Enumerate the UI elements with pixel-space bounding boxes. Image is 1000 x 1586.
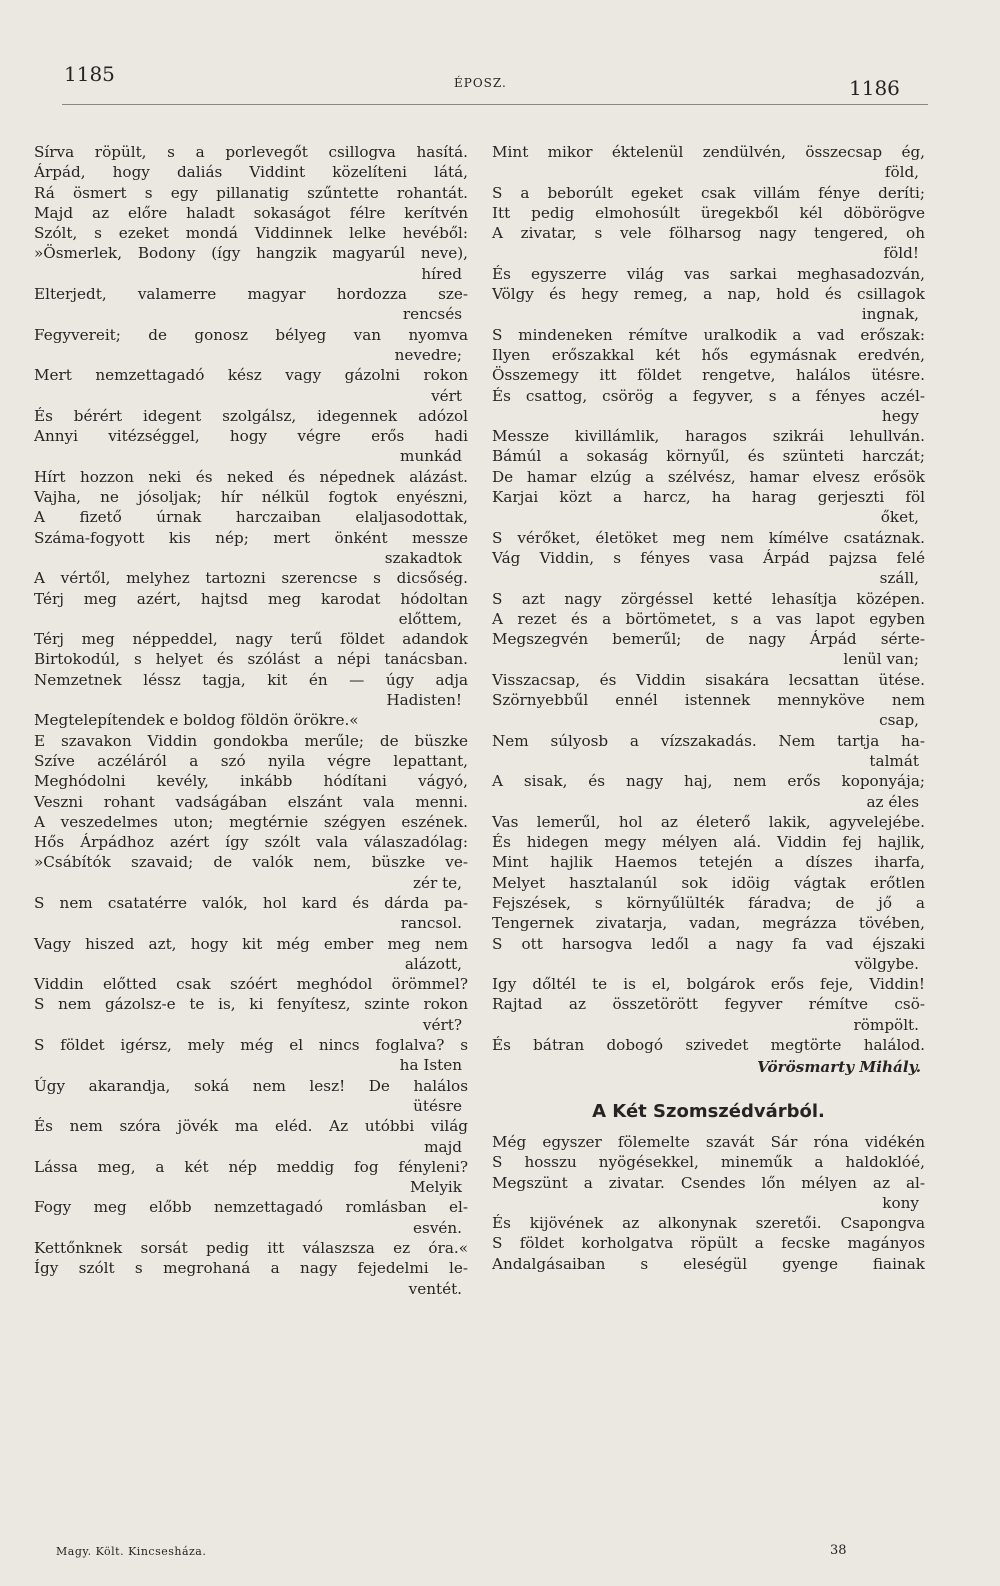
text-line: nevedre; (394, 345, 462, 364)
text-line: Vajha, ne jósoljak; hír nélkül fogtok enyészni, (34, 488, 468, 507)
text-line: És kijövének az alkonynak szeretői. Csapongva (492, 1214, 925, 1233)
text-line: hegy (881, 406, 919, 425)
text-line: Fogy meg előbb nemzettagadó romlásban el- (34, 1198, 468, 1217)
text-line: Rajtad az összetörött fegyver rémítve csö- (492, 995, 925, 1014)
right-column (492, 142, 925, 1274)
footer-book-title: Magy. Költ. Kincsesháza. (56, 1545, 207, 1558)
text-line: De hamar elzúg a szélvész, hamar elvesz erősök (492, 467, 925, 486)
text-line: Kettőnknek sorsát pedig itt válaszsza ez óra.« (34, 1239, 468, 1258)
text-line: A veszedelmes uton; megtérnie szégyen eszének. (34, 812, 468, 831)
text-line: Elterjedt, valamerre magyar hordozza sze- (34, 285, 468, 304)
text-line: S nem gázolsz-e te is, ki fenyítesz, szinte rokon (34, 995, 468, 1014)
text-line: S a beborúlt egeket csak villám fénye deríti; (492, 183, 925, 202)
text-line: Lássa meg, a két nép meddig fog fényleni? (34, 1157, 468, 1176)
text-line: Igy dőltél te is el, bolgárok erős feje, Viddin! (492, 975, 925, 994)
text-line: Száma-fogyott kis nép; mert önként messze (34, 528, 468, 547)
text-line: S földet igérsz, mely még el nincs foglalva? s (34, 1036, 468, 1055)
text-line: És bérért idegent szolgálsz, idegennek adózol (34, 406, 468, 425)
text-line: A rezet és a börtömetet, s a vas lapot egyben (492, 609, 925, 628)
text-line: vért (431, 386, 462, 405)
text-line: Itt pedig elmohosúlt üregekből kél döbörögve (492, 203, 925, 222)
text-line: És egyszerre világ vas sarkai meghasadozván, (492, 264, 925, 283)
text-line: Még egyszer fölemelte szavát Sár róna vidékén (492, 1132, 925, 1151)
text-line: Térj meg azért, hajtsd meg karodat hódoltan (34, 589, 468, 608)
text-line: S mindeneken rémítve uralkodik a vad erőszak: (492, 325, 925, 344)
text-line: Mint mikor éktelenül zendülvén, összecsap ég, (492, 143, 925, 161)
text-line: S azt nagy zörgéssel ketté lehasítja középen. (492, 589, 925, 608)
text-line: Messze kivillámlik, haragos szikrái lehullván. (492, 427, 925, 446)
text-line: őket, (880, 508, 919, 527)
footer-signature-mark: 38 (830, 1543, 847, 1558)
text-line: S földet korholgatva röpült a fecske magányos (492, 1234, 925, 1253)
text-line: előttem, (398, 609, 462, 628)
text-line: Mert nemzettagadó kész vagy gázolni rokon (34, 366, 468, 385)
page-number-left: 1185 (64, 62, 115, 86)
text-line: Veszni rohant vadságában elszánt vala menni. (34, 792, 468, 811)
text-line: Birtokodúl, s helyet és szólást a népi tanácsban. (34, 650, 468, 669)
text-line: vért? (422, 1015, 462, 1034)
text-line: csap, (879, 711, 919, 730)
text-line: Árpád, hogy daliás Viddint közelíteni látá, (34, 163, 468, 182)
text-line: híred (421, 264, 462, 283)
text-line: ingnak, (861, 305, 919, 324)
text-line: föld! (883, 244, 919, 263)
poem-continuation (492, 142, 925, 1055)
author-signature: Vörösmarty Mihály. (757, 1058, 921, 1077)
text-line: S ott harsogva ledől a nagy fa vad éjszaki (492, 934, 925, 953)
text-line: És nem szóra jövék ma eléd. Az utóbbi világ (34, 1117, 468, 1136)
text-line: talmát (869, 751, 919, 770)
text-line: föld, (884, 163, 919, 182)
text-line: Majd az előre haladt sokaságot félre kerítvén (34, 203, 468, 222)
text-line: Szörnyebbűl ennél istennek mennyköve nem (492, 691, 925, 710)
text-line: Hadisten! (386, 691, 462, 710)
text-line: S vérőket, életöket meg nem kímélve csatáznak. (492, 528, 925, 547)
text-line: munkád (400, 447, 462, 466)
text-line: Vág Viddin, s fényes vasa Árpád pajzsa felé (492, 548, 925, 567)
text-line: kony (882, 1193, 919, 1212)
left-column (34, 142, 468, 1299)
text-line: Melyik (409, 1178, 462, 1197)
text-line: lenül van; (843, 650, 919, 669)
text-line: Térj meg néppeddel, nagy terű földet adandok (34, 630, 468, 649)
text-line: alázott, (404, 954, 462, 973)
text-line: Viddin előtted csak szóért meghódol örömmel? (34, 975, 468, 994)
text-line: zér te, (413, 873, 462, 892)
page-header (0, 0, 1000, 120)
header-rule (62, 104, 928, 105)
text-line: az éles (866, 792, 919, 811)
text-line: És csattog, csörög a fegyver, s a fényes aczél- (492, 386, 925, 405)
text-line: Hős Árpádhoz azért így szólt vala válaszadólag: (34, 833, 468, 852)
text-line: Mint hajlik Haemos tetején a díszes iharfa, (492, 853, 925, 872)
text-line: Vagy hiszed azt, hogy kit még ember meg nem (34, 934, 468, 953)
text-line: majd (424, 1137, 462, 1156)
text-line: Sírva röpült, s a porlevegőt csillogva hasítá. (34, 143, 468, 161)
text-line: ventét. (408, 1279, 462, 1298)
text-line: Annyi vitézséggel, hogy végre erős hadi (34, 427, 468, 446)
text-line: Meghódolni kevély, inkább hódítani vágyó, (34, 772, 468, 791)
text-line: Vas lemerűl, hol az életerő lakik, agyvelejébe. (492, 812, 925, 831)
text-line: Völgy és hegy remeg, a nap, hold és csillagok (492, 285, 925, 304)
text-line: »Ösmerlek, Bodony (így hangzik magyarúl neve), (34, 244, 468, 263)
section-heading: A Két Szomszédvárból. (592, 1100, 825, 1122)
text-line: Andalgásaiban s eleségül gyenge fiainak (492, 1254, 925, 1273)
text-line: ütésre (413, 1096, 462, 1115)
text-line: E szavakon Viddin gondokba merűle; de büszke (34, 731, 468, 750)
text-line: A sisak, és nagy haj, nem erős koponyája; (492, 772, 925, 791)
text-line: Úgy akarandja, soká nem lesz! De halálos (34, 1076, 468, 1095)
text-line: rencsés (402, 305, 462, 324)
text-line: És bátran dobogó szivedet megtörte halálod. (492, 1036, 925, 1055)
text-line: A zivatar, s vele fölharsog nagy tengered, oh (492, 224, 925, 243)
text-line: Szólt, s ezeket mondá Viddinnek lelke hevéből: (34, 224, 468, 243)
text-line: Tengernek zivatarja, vadan, megrázza tövében, (492, 914, 925, 933)
section-text (492, 1132, 925, 1274)
text-line: Bámúl a sokaság környűl, és szünteti harczát; (492, 447, 925, 466)
text-line: Így szólt s megrohaná a nagy fejedelmi le- (34, 1259, 468, 1278)
text-line: völgybe. (854, 954, 919, 973)
text-line: Karjai közt a harcz, ha harag gerjeszti föl (492, 488, 925, 507)
text-line: Rá ösmert s egy pillanatig szűntette rohantát. (34, 183, 468, 202)
text-line: Nem súlyosb a vízszakadás. Nem tartja ha- (492, 731, 925, 750)
text-line: Megszünt a zivatar. Csendes lőn mélyen az al- (492, 1173, 925, 1192)
text-line: Fegyvereit; de gonosz bélyeg van nyomva (34, 325, 468, 344)
text-line: S nem csatatérre valók, hol kard és dárda pa- (34, 893, 468, 912)
text-line: A fizető úrnak harczaiban elaljasodottak, (34, 508, 468, 527)
text-line: Ilyen erőszakkal két hős egymásnak eredvén, (492, 345, 925, 364)
text-line: száll, (879, 569, 919, 588)
text-line: Hírt hozzon neki és neked és népednek alázást. (34, 467, 468, 486)
text-line: Szíve aczéláról a szó nyila végre lepattant, (34, 751, 468, 770)
text-line: ha Isten (399, 1056, 462, 1075)
text-line: szakadtok (384, 548, 462, 567)
text-line: »Csábítók szavaid; de valók nem, büszke ve- (34, 853, 468, 872)
running-title: ÉPOSZ. (454, 76, 507, 90)
text-line: S hosszu nyögésekkel, mineműk a haldoklóé, (492, 1153, 925, 1172)
text-line: esvén. (413, 1218, 462, 1237)
text-line: Nemzetnek léssz tagja, kit én — úgy adja (34, 670, 468, 689)
text-line: rancsol. (400, 914, 462, 933)
text-line: Melyet hasztalanúl sok idöig vágtak erőtlen (492, 873, 925, 892)
text-line: Megszegvén bemerűl; de nagy Árpád sérte- (492, 630, 925, 649)
text-line: Fejszések, s környűlülték fáradva; de jő a (492, 893, 925, 912)
text-line: Megtelepítendek e boldog földön örökre.« (34, 711, 359, 730)
text-line: A vértől, melyhez tartozni szerencse s dicsőség. (34, 569, 468, 588)
text-line: Összemegy itt földet rengetve, halálos ütésre. (492, 366, 925, 385)
text-line: Visszacsap, és Viddin sisakára lecsattan ütése. (492, 670, 925, 689)
page-number-right: 1186 (849, 76, 900, 100)
text-line: römpölt. (853, 1015, 919, 1034)
text-line: És hidegen megy mélyen alá. Viddin fej hajlik, (492, 833, 925, 852)
